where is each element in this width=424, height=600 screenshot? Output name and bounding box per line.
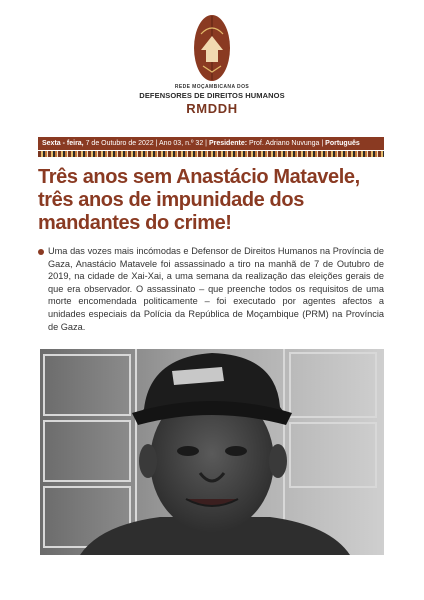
issue-day: Sexta - feira,	[42, 140, 84, 147]
language-label: Português	[325, 140, 360, 147]
org-acronym: RMDDH	[186, 101, 238, 116]
article-headline: Três anos sem Anastácio Matavele, três anos de impunidade dos mandantes do crime!	[38, 166, 360, 234]
article-photo	[40, 349, 384, 555]
decorative-capulana-strip	[38, 151, 384, 157]
issue-info-bar	[38, 137, 384, 150]
president-label: Presidente:	[208, 140, 248, 147]
article-lead	[38, 245, 384, 333]
org-name: DEFENSORES DE DIREITOS HUMANOS	[139, 91, 285, 100]
portrait-illustration	[40, 349, 384, 555]
president-name: Prof. Adriano Nuvunga |	[247, 140, 326, 147]
org-subtitle: REDE MOÇAMBICANA DOS	[174, 84, 250, 90]
shield-logo-icon	[193, 14, 231, 82]
bullet-icon	[38, 249, 44, 255]
issue-date: 7 de Outubro de 2022 | Ano 03, n.º 32 |	[83, 140, 209, 147]
lead-paragraph: Uma das vozes mais incómodas e Defensor de Direitos Humanos na Província de Gaza, Anastácio Matavele foi assassinado a tiro na manhã de 7 de Outubro de 2019, na cidade de Xai-Xai, a uma semana da realização das eleições gerais de que era observador. O assassinato – que preenche todos os requisitos de uma morte encomendada politicamente – foi executado por agentes afectos a unidades especiais da Polícia da República de Moçambique (PRM) na Província de Gaza.	[48, 246, 384, 332]
